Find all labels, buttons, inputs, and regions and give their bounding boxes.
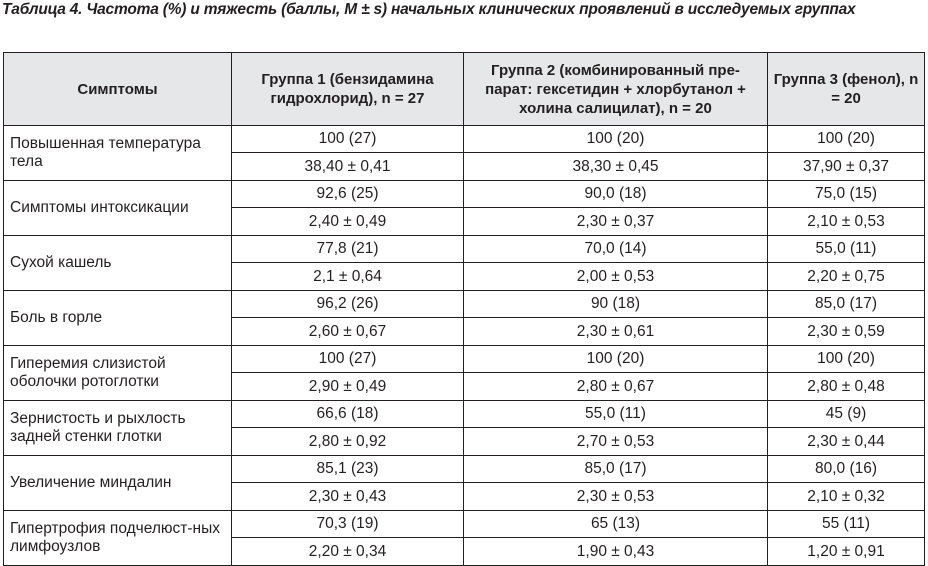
- header-group1: Группа 1 (бензидамина гидрохлорид), n = 27: [232, 53, 464, 126]
- symptom-cell: Повышенная температура тела: [4, 126, 232, 181]
- frequency-cell: 100 (20): [464, 346, 768, 373]
- severity-cell: 2,30 ± 0,37: [464, 208, 768, 236]
- severity-cell: 38,30 ± 0,45: [464, 153, 768, 181]
- symptom-cell: Зернистость и рыхлость задней стенки глотки: [4, 401, 232, 456]
- severity-cell: 2,30 ± 0,44: [768, 428, 925, 456]
- symptom-cell: Сухой кашель: [4, 236, 232, 291]
- table-row: [4, 401, 925, 428]
- frequency-cell: 100 (27): [232, 126, 464, 153]
- frequency-cell: 65 (13): [464, 511, 768, 538]
- severity-cell: 2,1 ± 0,64: [232, 263, 464, 291]
- severity-cell: 37,90 ± 0,37: [768, 153, 925, 181]
- severity-cell: 1,90 ± 0,43: [464, 538, 768, 566]
- frequency-cell: 100 (20): [768, 126, 925, 153]
- symptom-cell: Гиперемия слизистой оболочки ротоглотки: [4, 346, 232, 401]
- severity-cell: 2,30 ± 0,61: [464, 318, 768, 346]
- severity-cell: 2,20 ± 0,75: [768, 263, 925, 291]
- severity-cell: 2,10 ± 0,32: [768, 483, 925, 511]
- frequency-cell: 100 (27): [232, 346, 464, 373]
- severity-cell: 2,80 ± 0,67: [464, 373, 768, 401]
- frequency-cell: 55,0 (11): [768, 236, 925, 263]
- frequency-cell: 70,3 (19): [232, 511, 464, 538]
- symptom-cell: Боль в горле: [4, 291, 232, 346]
- frequency-cell: 92,6 (25): [232, 181, 464, 208]
- table-row: [4, 291, 925, 318]
- severity-cell: 1,20 ± 0,91: [768, 538, 925, 566]
- table-row: [4, 181, 925, 208]
- header-group2: Группа 2 (комбинированный пре-парат: гексетидин + хлорбутанол + холина салицилат), n = 20: [464, 53, 768, 126]
- symptom-cell: Гипертрофия подчелюст-ных лимфоузлов: [4, 511, 232, 566]
- frequency-cell: 55,0 (11): [464, 401, 768, 428]
- table-row: [4, 236, 925, 263]
- frequency-cell: 96,2 (26): [232, 291, 464, 318]
- table-body: [4, 126, 925, 566]
- frequency-cell: 85,0 (17): [768, 291, 925, 318]
- frequency-cell: 45 (9): [768, 401, 925, 428]
- frequency-cell: 70,0 (14): [464, 236, 768, 263]
- severity-cell: 2,30 ± 0,53: [464, 483, 768, 511]
- frequency-cell: 90 (18): [464, 291, 768, 318]
- frequency-cell: 66,6 (18): [232, 401, 464, 428]
- table-row: [4, 346, 925, 373]
- table-row: [4, 456, 925, 483]
- severity-cell: 2,80 ± 0,48: [768, 373, 925, 401]
- header-symptoms: Симптомы: [4, 53, 232, 126]
- severity-cell: 2,00 ± 0,53: [464, 263, 768, 291]
- header-row: [4, 53, 925, 126]
- severity-cell: 2,30 ± 0,43: [232, 483, 464, 511]
- severity-cell: 2,80 ± 0,92: [232, 428, 464, 456]
- severity-cell: 2,10 ± 0,53: [768, 208, 925, 236]
- table-row: [4, 126, 925, 153]
- frequency-cell: 75,0 (15): [768, 181, 925, 208]
- frequency-cell: 100 (20): [768, 346, 925, 373]
- severity-cell: 2,60 ± 0,67: [232, 318, 464, 346]
- frequency-cell: 90,0 (18): [464, 181, 768, 208]
- frequency-cell: 100 (20): [464, 126, 768, 153]
- symptom-cell: Симптомы интоксикации: [4, 181, 232, 236]
- severity-cell: 2,90 ± 0,49: [232, 373, 464, 401]
- frequency-cell: 80,0 (16): [768, 456, 925, 483]
- table-row: [4, 511, 925, 538]
- severity-cell: 2,70 ± 0,53: [464, 428, 768, 456]
- severity-cell: 2,20 ± 0,34: [232, 538, 464, 566]
- symptom-cell: Увеличение миндалин: [4, 456, 232, 511]
- severity-cell: 2,30 ± 0,59: [768, 318, 925, 346]
- clinical-table: [3, 52, 925, 566]
- table-caption: Таблица 4. Частота (%) и тяжесть (баллы, М ± s) начальных клинических проявлений в исследуемых группах: [2, 1, 856, 18]
- frequency-cell: 85,1 (23): [232, 456, 464, 483]
- frequency-cell: 77,8 (21): [232, 236, 464, 263]
- severity-cell: 2,40 ± 0,49: [232, 208, 464, 236]
- frequency-cell: 85,0 (17): [464, 456, 768, 483]
- header-group3: Группа 3 (фенол), n = 20: [768, 53, 925, 126]
- frequency-cell: 55 (11): [768, 511, 925, 538]
- severity-cell: 38,40 ± 0,41: [232, 153, 464, 181]
